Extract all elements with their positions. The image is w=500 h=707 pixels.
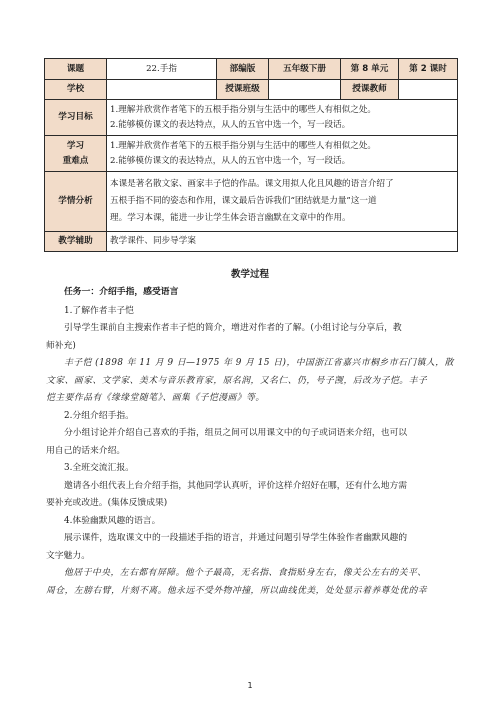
teacher-value	[399, 80, 458, 100]
analysis-content	[107, 172, 458, 232]
key-point-line: 1.理解并欣赏作者笔下的五根手指分别与生活中的哪些人有相似之处。	[110, 140, 377, 151]
analysis-line: 五根手指不同的姿态和作用，课文最后告诉我们“团结就是力量”这一道	[110, 196, 377, 206]
goals-label: 学习目标	[45, 100, 107, 136]
table-row	[45, 232, 458, 252]
table-row	[45, 172, 458, 232]
unit-cell: 第 8 单元	[341, 59, 399, 80]
step-title: 4.体验幽默风趣的语言。	[64, 515, 161, 526]
task-title: 任务一：介绍手指，感受语言	[64, 287, 179, 297]
course-label: 课题	[45, 59, 107, 80]
quote-line: 他居于中央，左右都有屏障。他个子最高，无名指、食指贴身左右，像关公左右的关平、	[64, 568, 427, 578]
table-row	[45, 136, 458, 172]
goals-content	[107, 100, 458, 136]
author-bio: 丰子恺 (1898 年 11 月 9 日—1975 年 9 月 15 日)，中国浙江省嘉兴市桐乡市石门镇人，散	[64, 358, 454, 368]
aids-label: 教学辅助	[45, 232, 107, 252]
step-title: 1.了解作者丰子恺	[64, 305, 134, 316]
paragraph-cont: 师补充)	[46, 340, 76, 351]
analysis-line: 理。学习本课，能进一步让学生体会语言幽默在文章中的作用。	[110, 213, 351, 223]
quote-line: 周仓，左膀右臂，片刻不离。他永远不受外物冲撞，所以曲线优美，处处显示着养尊处优的幸	[46, 585, 428, 596]
process-heading: 教学过程	[230, 269, 269, 280]
paragraph: 引导学生课前自主搜索作者丰子恺的简介，增进对作者的了解。(小组讨论与分享后，教	[64, 323, 402, 333]
school-value	[107, 80, 217, 100]
step-title: 2.分组介绍手指。	[64, 410, 134, 421]
process-body	[46, 284, 456, 600]
key-points-content	[107, 136, 458, 172]
school-label: 学校	[45, 80, 107, 100]
analysis-label: 学情分析	[45, 172, 107, 232]
teacher-label: 授课教师	[341, 80, 399, 100]
table-row	[45, 100, 458, 136]
grade-cell: 五年级下册	[269, 59, 341, 80]
paragraph: 邀请各小组代表上台介绍手指，其他同学认真听，评价这样介绍好在哪，还有什么地方需	[64, 480, 408, 491]
page-number: 1	[247, 681, 253, 690]
course-value: 22.手指	[107, 59, 217, 80]
lesson-info-table	[44, 58, 458, 252]
goal-line: 2.能够模仿课文的表达特点，从人的五官中选一个，写一段话。	[110, 119, 351, 130]
version-cell: 部编版	[217, 59, 269, 80]
key-point-line: 2.能够模仿课文的表达特点，从人的五官中选一个，写一段话。	[110, 155, 351, 166]
table-row	[45, 59, 458, 80]
class-label: 授课班级	[217, 80, 269, 100]
key-points-label: 学习 重难点	[45, 136, 107, 172]
step-title: 3.全班交流汇报。	[64, 463, 134, 473]
analysis-line: 本课是著名散文家、画家丰子恺的作品。课文用拟人化且风趣的语言介绍了	[110, 179, 394, 189]
paragraph-cont: 文字魅力。	[46, 550, 90, 561]
goal-line: 1.理解并欣赏作者笔下的五根手指分别与生活中的哪些人有相似之处。	[110, 104, 377, 115]
paragraph-cont: 用自己的话来介绍。	[46, 445, 126, 456]
period-cell: 第 2 课时	[399, 59, 458, 80]
table-row	[45, 80, 458, 100]
paragraph: 展示课件，选取课文中的一段描述手指的语言，并通过问题引导学生体验作者幽默风趣的	[64, 533, 408, 543]
paragraph-cont: 要补充或改进。(集体反馈成果)	[46, 498, 168, 508]
author-bio: 恺主要作品有《缘缘堂随笔》、画集《子恺漫画》等。	[46, 393, 265, 403]
aids-value: 教学课件、同步导学案	[107, 232, 458, 252]
class-value	[269, 80, 341, 100]
paragraph: 分小组讨论并介绍自己喜欢的手指，组员之间可以用课文中的句子或词语来介绍，也可以	[64, 428, 408, 438]
author-bio: 文家、画家、文学家、美术与音乐教育家，原名润，又名仁、仍，号子觊，后改为子恺。丰子	[46, 375, 428, 386]
